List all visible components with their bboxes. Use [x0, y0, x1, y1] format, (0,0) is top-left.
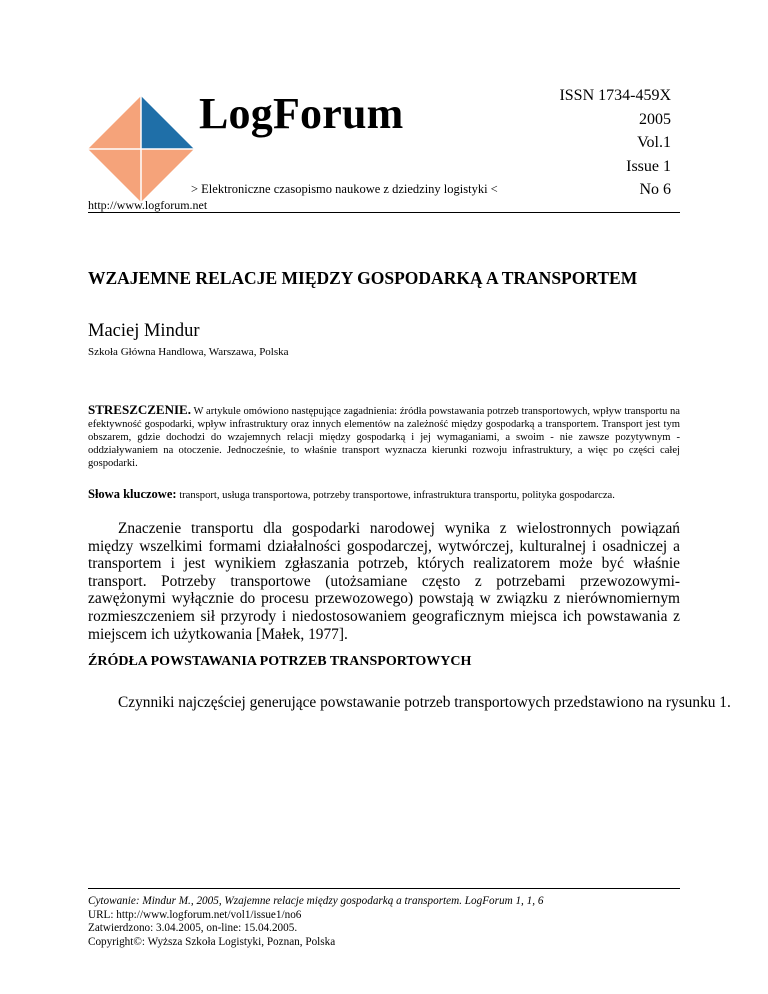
abstract-text: W artykule omówiono następujące zagadnienia: źródła powstawania potrzeb transportowych, wpływ transportu na efektywność gospodarki, wpływ infrastruktury oraz innych elementów na zależność między gospodarką a transportem. Transport jest tym obszarem, gdzie dochodzi do wzajemnych relacji między gospodarką i jej wymaganiami, a swoim - nie zawsze pozytywnym - oddziaływaniem na otoczenie. Jednocześnie, to właśnie transport wyznacza kierunki rozwoju infrastruktury, a więc po części całej gospodarki.: [88, 406, 680, 469]
footer: [88, 895, 543, 949]
citation: Cytowanie: Mindur M., 2005, Wzajemne relacje między gospodarką a transportem. LogForum 1, 1, 6: [88, 895, 544, 907]
article-url-link[interactable]: URL: http://www.logforum.net/vol1/issue1/no6: [88, 908, 302, 921]
section-heading: ŹRÓDŁA POWSTAWANIA POTRZEB TRANSPORTOWYCH: [88, 654, 472, 669]
copyright: Copyright©: Wyższa Szkoła Logistyki, Poznan, Polska: [88, 935, 336, 948]
section-paragraph: Czynniki najczęściej generujące powstawanie potrzeb transportowych przedstawiono na rysunku 1.: [118, 694, 731, 711]
issue: Issue 1: [626, 157, 671, 175]
number: No 6: [639, 181, 671, 198]
abstract-label: STRESZCZENIE.: [88, 402, 191, 417]
abstract: [88, 403, 680, 470]
header-divider: [88, 212, 680, 213]
author-affiliation: Szkoła Główna Handlowa, Warszawa, Polska: [88, 346, 289, 358]
year: 2005: [639, 110, 671, 128]
keywords-label: Słowa kluczowe:: [88, 487, 177, 501]
issn: ISSN 1734-459X: [559, 87, 671, 104]
journal-url-link[interactable]: http://www.logforum.net: [88, 198, 208, 212]
journal-subtitle: > Elektroniczne czasopismo naukowe z dziedziny logistyki <: [191, 182, 498, 196]
footer-divider: [88, 888, 680, 889]
dates: Zatwierdzono: 3.04.2005, on-line: 15.04.2005.: [88, 922, 298, 935]
keywords-text: transport, usługa transportowa, potrzeby transportowe, infrastruktura transportu, polityka gospodarcza.: [179, 490, 615, 501]
author-name: Maciej Mindur: [88, 321, 200, 341]
volume: Vol.1: [637, 134, 671, 151]
intro-paragraph: Znaczenie transportu dla gospodarki narodowej wynika z wielostronnych powiązań między wszelkimi formami działalności gospodarczej, wytwórczej, kulturalnej i osadniczej a transportem i jest wynikiem zgłaszania potrzeb, których realizatorem może być właśnie transport. Potrzeby transportowe (utożsamiane często z potrzebami przewozowymi-zawężonymi wyłącznie do procesu przewozowego) powstają w związku z nierównomiernym rozmieszczeniem sił przyrody i niedostosowaniem geograficznym miejsca ich powstawania z miejscem ich użytkowania [Małek, 1977].: [88, 520, 680, 643]
logforum-logo-icon: [88, 96, 194, 202]
keywords: [88, 487, 680, 502]
article-title: WZAJEMNE RELACJE MIĘDZY GOSPODARKĄ A TRANSPORTEM: [88, 268, 638, 288]
issue-info: [559, 84, 671, 202]
journal-logo-title: LogForum: [199, 89, 404, 138]
